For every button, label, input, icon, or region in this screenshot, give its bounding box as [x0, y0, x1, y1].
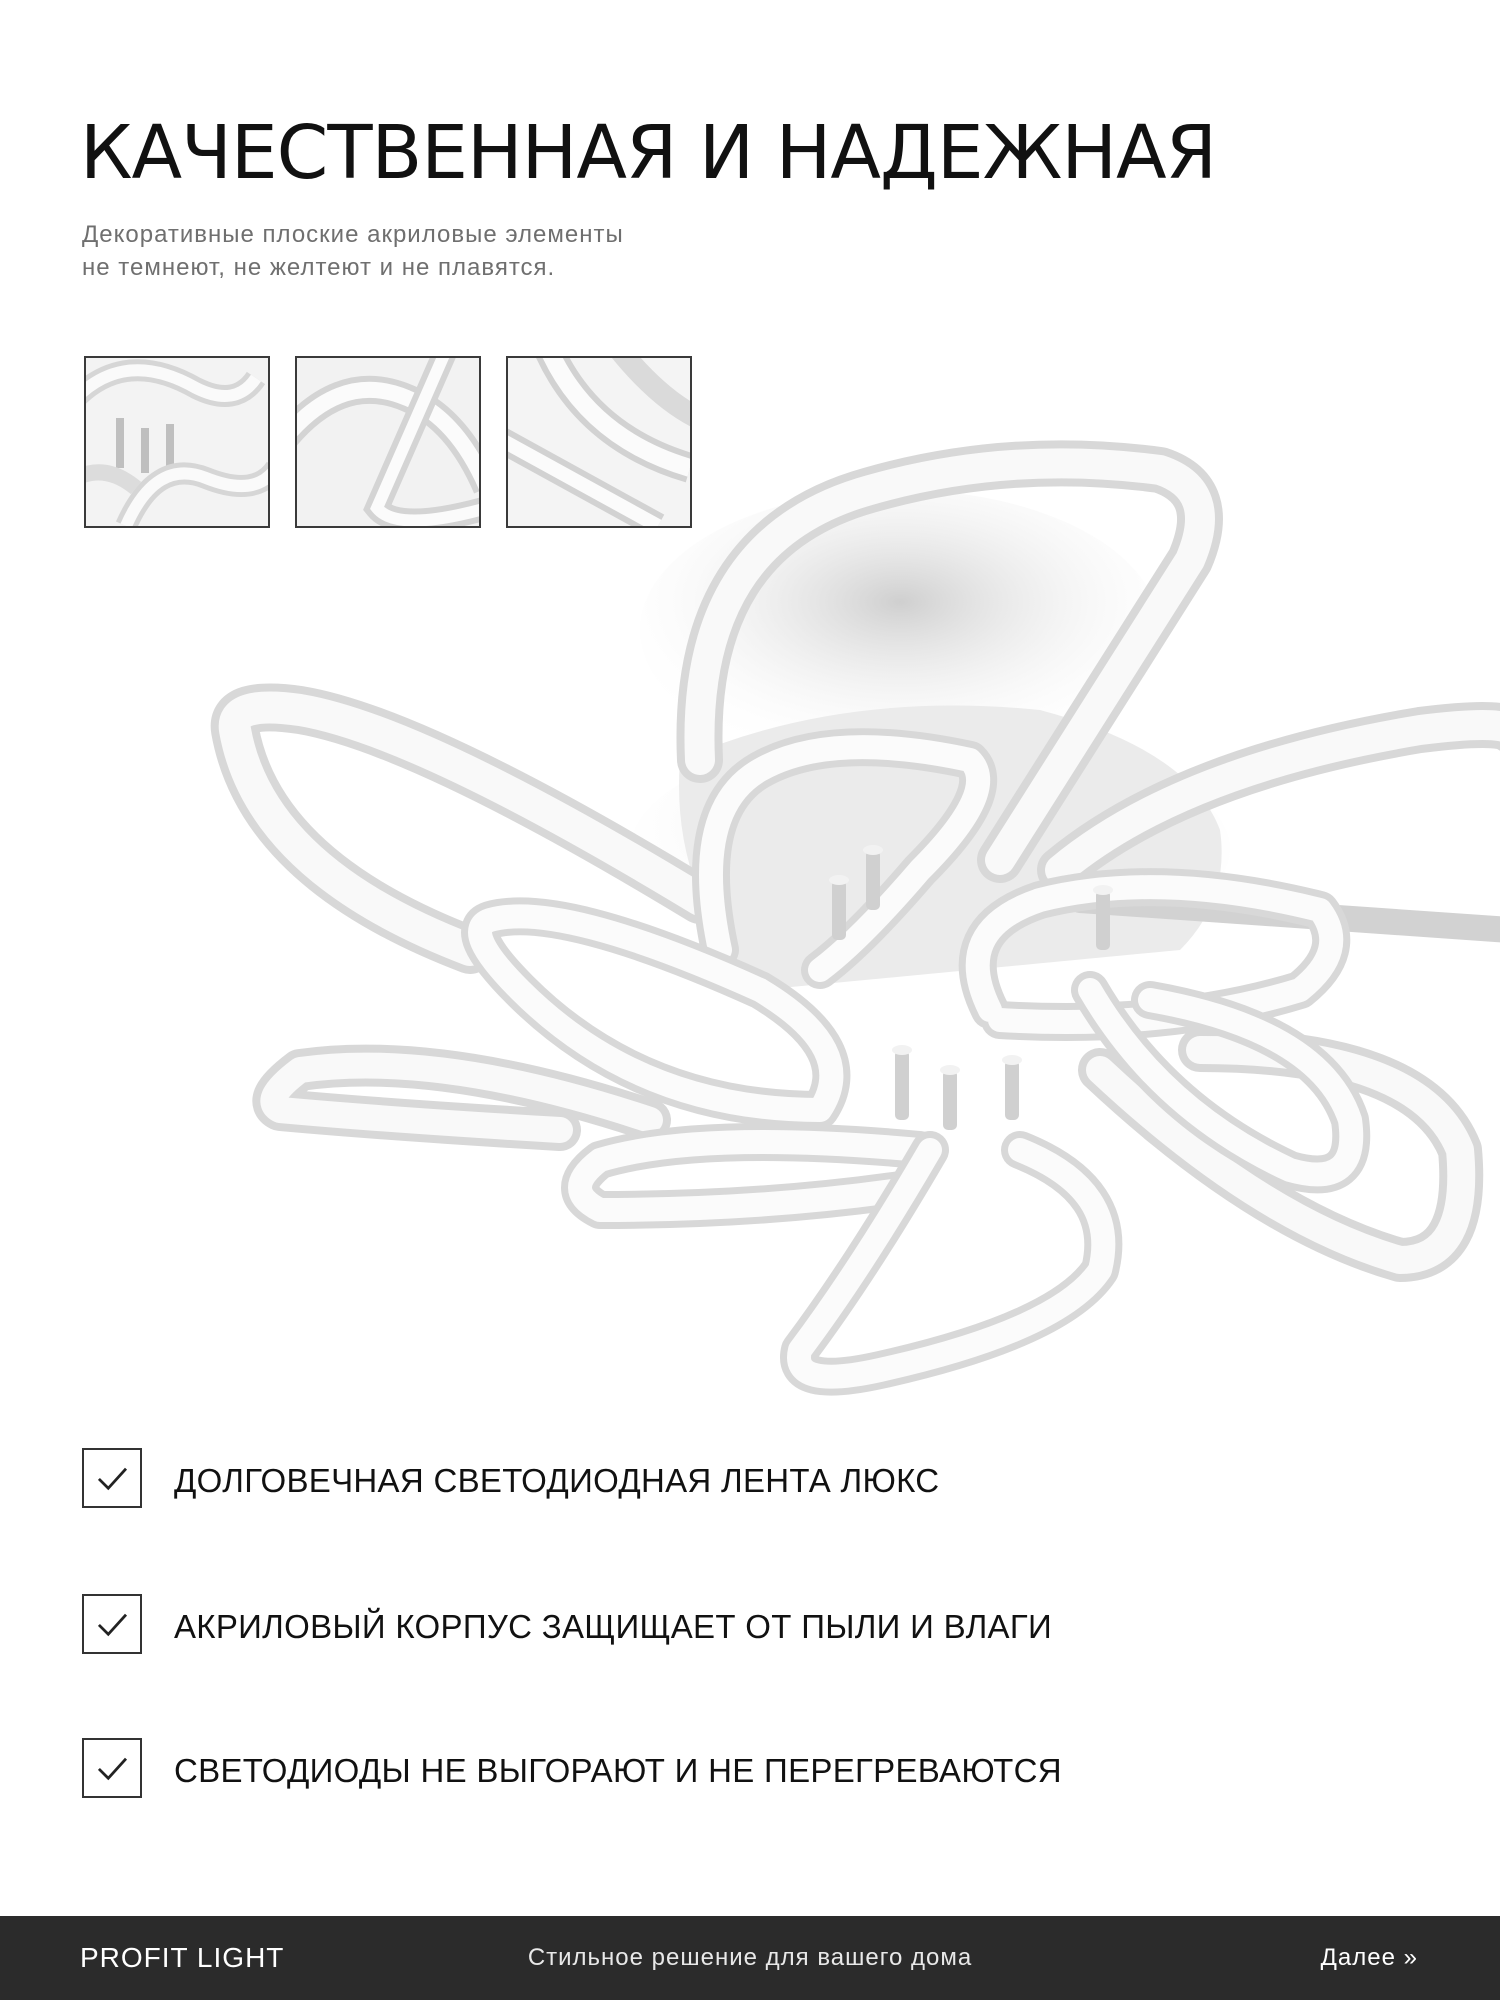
subtitle-line-1: Декоративные плоские акриловые элементы: [82, 221, 624, 248]
feature-checkbox-2[interactable]: [82, 1594, 142, 1654]
feature-label-3: СВЕТОДИОДЫ НЕ ВЫГОРАЮТ И НЕ ПЕРЕГРЕВАЮТСЯ: [174, 1752, 1062, 1789]
check-icon: [84, 1596, 140, 1652]
feature-item-2: [82, 1594, 1282, 1658]
feature-label-2: АКРИЛОВЫЙ КОРПУС ЗАЩИЩАЕТ ОТ ПЫЛИ И ВЛАГИ: [174, 1608, 1053, 1645]
feature-checkbox-1[interactable]: [82, 1448, 142, 1508]
check-icon: [84, 1450, 140, 1506]
footer-slogan: Стильное решение для вашего дома: [527, 1944, 973, 1971]
check-icon: [84, 1740, 140, 1796]
brand-name: PROFIT LIGHT: [80, 1942, 285, 1973]
page-subtitle: [82, 218, 802, 284]
chandelier-illustration: [0, 430, 1500, 1410]
next-page-link[interactable]: Далее »: [1320, 1944, 1418, 1971]
feature-checkbox-3[interactable]: [82, 1738, 142, 1798]
feature-item-3: [82, 1738, 1282, 1802]
subtitle-line-2: не темнеют, не желтеют и не плавятся.: [82, 254, 556, 281]
page-title: КАЧЕСТВЕННАЯ И НАДЕЖНАЯ: [80, 110, 1216, 196]
feature-item-1: [82, 1448, 1282, 1512]
footer-bar: [0, 1916, 1500, 2000]
feature-label-1: ДОЛГОВЕЧНАЯ СВЕТОДИОДНАЯ ЛЕНТА ЛЮКС: [174, 1462, 940, 1499]
